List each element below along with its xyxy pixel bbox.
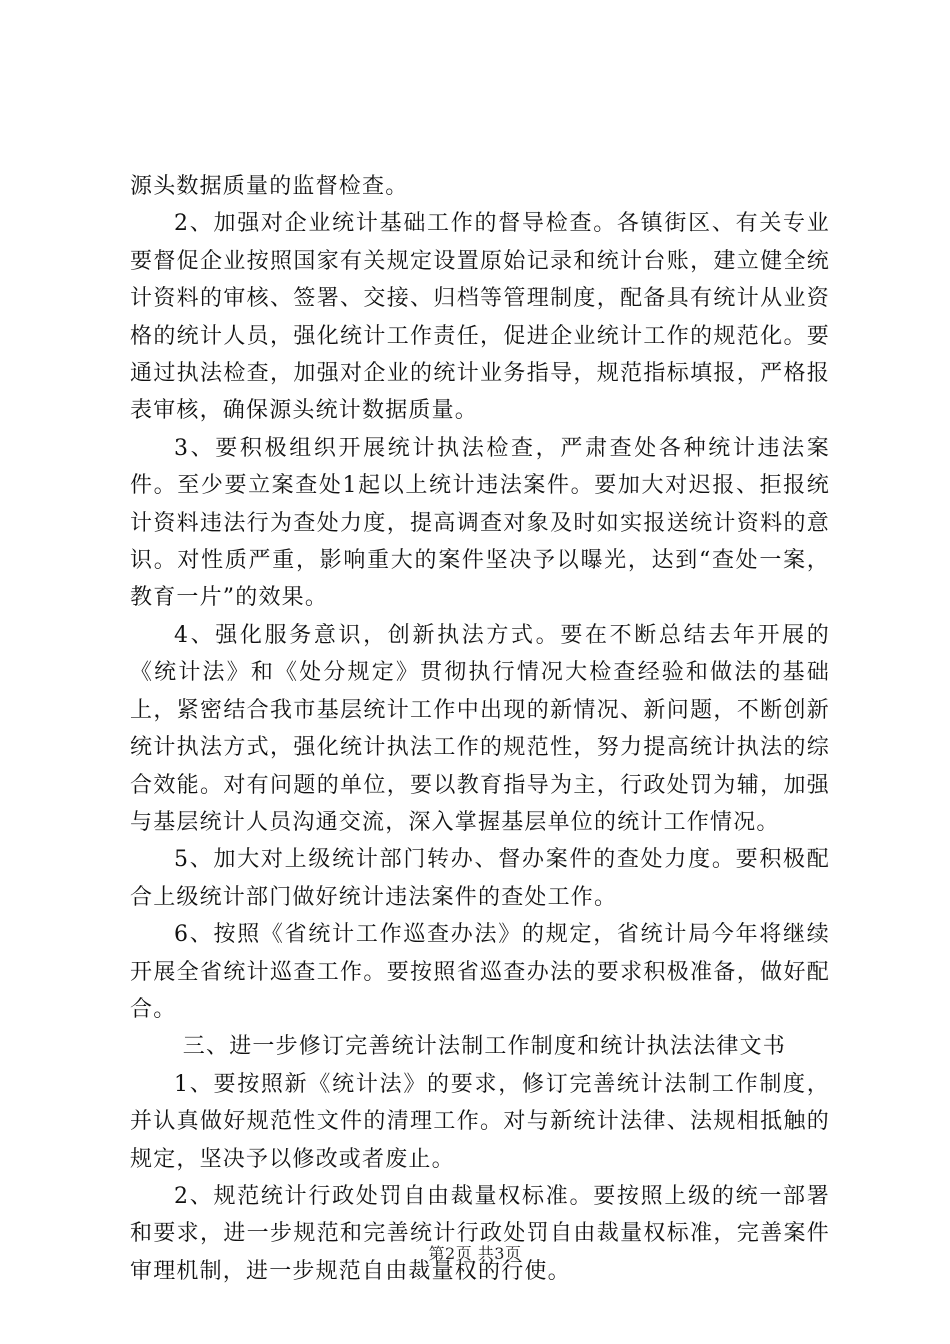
section-heading-3: 三、进一步修订完善统计法制工作制度和统计执法法律文书 [182, 1034, 786, 1060]
paragraph-item-2: 2、加强对企业统计基础工作的督导检查。各镇街区、有关专业要督促企业按照国家有关规定设置原始记录和统计台账，建立健全统计资料的审核、签署、交接、归档等管理制度，配备具有统计从业资格的统计人员，强化统计工作责任，促进企业统计工作的规范化。要通过执法检查，加强对企业的统计业务指导，规范指标填报，严格报表审核，确保源头统计数据质量。 [130, 211, 830, 424]
paragraph-section3-item-1: 1、要按照新《统计法》的要求，修订完善统计法制工作制度，并认真做好规范性文件的清理工作。对与新统计法律、法规相抵触的规定，坚决予以修改或者废止。 [130, 1071, 830, 1172]
page-number: 第2页 共3页 [428, 1244, 522, 1263]
paragraph-item-4: 4、强化服务意识，创新执法方式。要在不断总结去年开展的《统计法》和《处分规定》贯彻执行情况大检查经验和做法的基础上，紧密结合我市基层统计工作中出现的新情况、新问题，不断创新统计执法方式，强化统计执法工作的规范性，努力提高统计执法的综合效能。对有问题的单位，要以教育指导为主，行政处罚为辅，加强与基层统计人员沟通交流，深入掌握基层单位的统计工作情况。 [130, 622, 830, 835]
paragraph-continuation: 源头数据质量的监督检查。 [130, 174, 409, 199]
paragraph-section3-item-2: 2、规范统计行政处罚自由裁量权标准。要按照上级的统一部署和要求，进一步规范和完善统计行政处罚自由裁量权标准，完善案件审理机制，进一步规范自由裁量权的行使。 [130, 1183, 830, 1284]
paragraph-item-6: 6、按照《省统计工作巡查办法》的规定，省统计局今年将继续开展全省统计巡查工作。要按照省巡查办法的要求积极准备，做好配合。 [130, 922, 830, 1022]
paragraph-item-5: 5、加大对上级统计部门转办、督办案件的查处力度。要积极配合上级统计部门做好统计违法案件的查处工作。 [130, 847, 830, 910]
page-footer [0, 1244, 950, 1264]
document-body [130, 168, 830, 1290]
paragraph-item-3: 3、要积极组织开展统计执法检查，严肃查处各种统计违法案件。至少要立案查处1起以上统计违法案件。要加大对迟报、拒报统计资料违法行为查处力度，提高调查对象及时如实报送统计资料的意识。对性质严重，影响重大的案件坚决予以曝光，达到“查处一案，教育一片”的效果。 [130, 435, 830, 611]
